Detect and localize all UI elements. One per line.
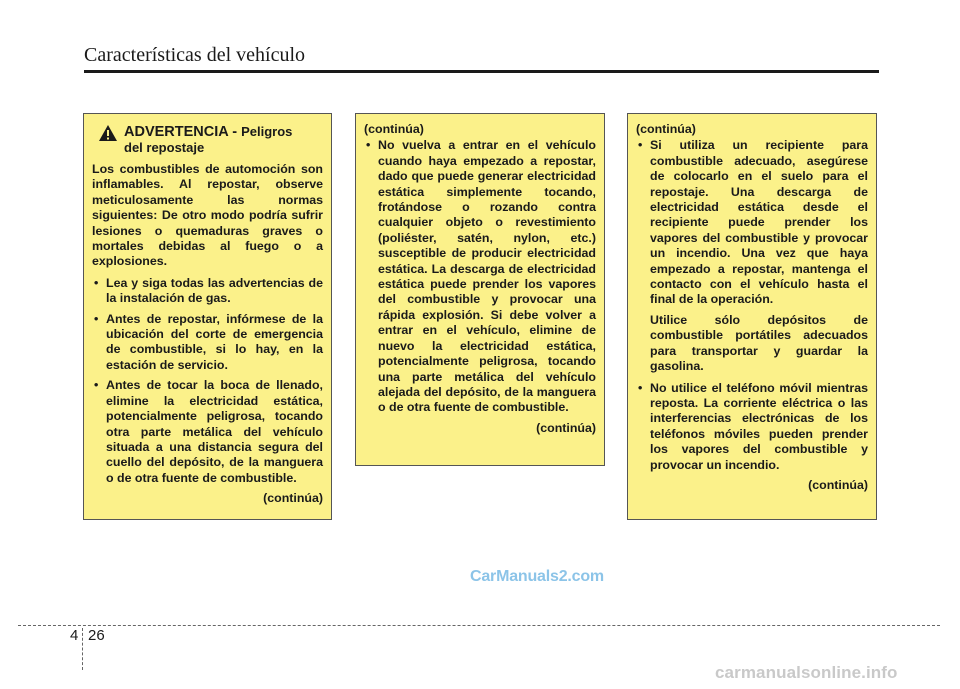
warning-title — [92, 124, 323, 156]
header-rule — [84, 70, 879, 73]
site-watermark: carmanualsonline.info — [715, 663, 898, 682]
list-item: • Antes de repostar, infórmese de la ubicación del corte de emergencia de combustible, si lo hay, en la estación de servicio. — [92, 312, 323, 374]
continues-label: (continúa) — [808, 477, 868, 492]
footer-divider — [18, 625, 940, 626]
warning-sub-a: Peligros — [241, 124, 293, 139]
warning-list — [364, 138, 596, 415]
list-item-extra: Utilice sólo depósitos de combustible portátiles adecuados para transportar y guardar la gasolina. — [650, 312, 868, 374]
warning-list — [636, 138, 868, 307]
warning-triangle-icon — [98, 124, 118, 142]
list-item: • No vuelva a entrar en el vehículo cuando haya empezado a repostar, dado que puede generar electricidad estática simplemente tocando, frotándose o rozando contra cualquier objeto o revestimiento (poliéster, satén, nylon, etc.) susceptible de producir electricidad estática. La descarga de electricidad estática puede prender los vapores del combustible y provocar una rápida explosión. Si debe volver a entrar en el vehículo, elimine de nuevo la electricidad estática, potencialmente peligrosa, tocando una parte metálica del vehículo alejada del depósito, de la manguera o de otra fuente de combustible. — [364, 138, 596, 415]
warning-heading: ADVERTENCIA - — [124, 124, 242, 140]
continues-label: (continúa) — [536, 420, 596, 435]
warning-intro: Los combustibles de automoción son inflamables. Al repostar, observe meticulosamente las normas siguientes: De otro modo podría sufrir lesiones o quemaduras graves o mortales debidas al fuego o a explosiones. — [92, 162, 323, 269]
page-number: 26 — [88, 627, 105, 644]
warning-box-2 — [355, 113, 605, 466]
footer-vertical-divider — [82, 628, 83, 670]
chapter-number: 4 — [70, 627, 79, 644]
warning-list — [636, 381, 868, 473]
warning-sub-b: del repostaje — [124, 140, 205, 155]
continued-label: (continúa) — [364, 122, 424, 136]
header-title: Características del vehículo — [84, 44, 306, 66]
list-item-text: Si utiliza un recipiente para combustible adecuado, asegúrese de colocarlo en el suelo para el repostaje. Una descarga de electricidad estática desde el recipiente puede prender los vapores del combustible y provocar un incendio. Una vez que haya empezado a repostar, mantenga el contacto con el vehículo hasta el final de la operación. — [650, 138, 868, 307]
continued-label: (continúa) — [636, 122, 696, 136]
list-item: • Lea y siga todas las advertencias de la instalación de gas. — [92, 276, 323, 307]
list-item — [636, 138, 868, 307]
warning-box-1 — [83, 113, 332, 520]
watermark-link[interactable]: CarManuals2.com — [470, 568, 604, 585]
warning-list — [92, 276, 323, 486]
continues-label: (continúa) — [263, 491, 323, 506]
list-item: • Antes de tocar la boca de llenado, elimine la electricidad estática, potencialmente peligrosa, tocando otra parte metálica del vehículo situada a una distancia segura del cuello del depósito, de la manguera o de otra fuente de combustible. — [92, 378, 323, 486]
list-item: • No utilice el teléfono móvil mientras reposta. La corriente eléctrica o las interferencias electrónicas de los teléfonos móviles pueden prender los vapores del combustible y provocar un incendio. — [636, 381, 868, 473]
warning-box-3 — [627, 113, 877, 520]
